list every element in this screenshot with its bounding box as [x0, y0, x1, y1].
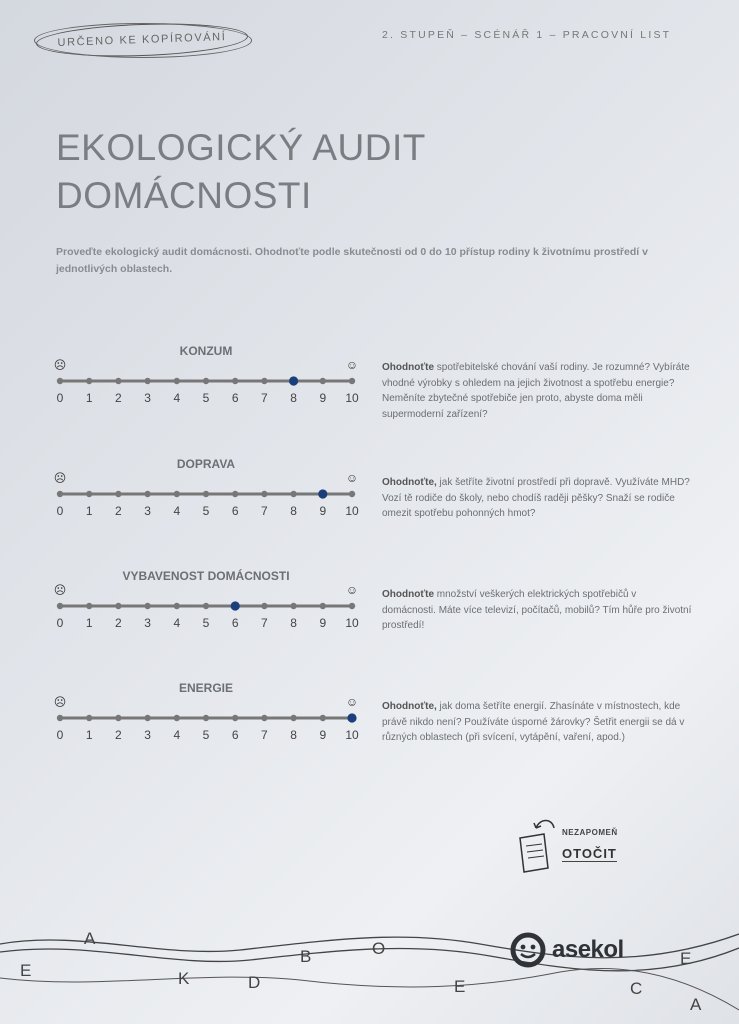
rating-scale	[0, 457, 370, 547]
scale-tick	[203, 491, 209, 497]
wave-letter: O	[372, 939, 386, 958]
copy-badge	[36, 20, 249, 59]
scale-tick	[115, 603, 121, 609]
description-lead: Ohodnoťte,	[382, 477, 437, 488]
rating-marker	[347, 713, 356, 722]
scale-label: 0	[56, 616, 64, 630]
description-text: spotřebitelské chování vaší rodiny. Je rozumné? Vybíráte vhodné výrobky s ohledem na jejich životnost a spotřebu energie? Neměníte zbytečné spotřebiče jen proto, abyste doma měli supermoderní zařízení?	[382, 362, 690, 420]
scale-tick	[203, 378, 209, 384]
scale-label: 10	[345, 391, 359, 405]
happy-face-icon: ☺	[345, 471, 359, 485]
title-line-2: DOMÁCNOSTI	[56, 175, 312, 216]
description-text: jak doma šetříte energií. Zhasínáte v místnostech, kde právě nikdo není? Používáte úsporné žárovky? Šetřit energii se dá v různých oblastech (při svícení, vytápění, vaření, apod.)	[382, 701, 685, 743]
wave-letter: E	[454, 977, 466, 996]
section-title: ENERGIE	[178, 681, 233, 695]
rating-marker	[231, 601, 240, 610]
scale-tick	[86, 603, 92, 609]
scale-label: 5	[202, 616, 210, 630]
scale-tick	[86, 715, 92, 721]
description-text: jak šetříte životní prostředí při dopravě. Využíváte MHD? Vozí tě rodiče do školy, nebo chodíš raději pěšky? Snaží se rodiče omezit spotřebu pohonných hmot?	[382, 477, 690, 519]
section-description	[382, 360, 692, 422]
scale-tick	[57, 491, 63, 497]
description-lead: Ohodnoťte	[382, 362, 435, 373]
scale-label: 7	[261, 616, 268, 630]
scale-tick	[320, 378, 326, 384]
scale-tick	[203, 603, 209, 609]
section-description	[382, 699, 692, 746]
sad-face-icon: ☹	[53, 695, 67, 709]
happy-face-icon: ☺	[345, 358, 359, 372]
rating-marker	[318, 489, 327, 498]
rating-scale	[0, 344, 370, 434]
scale-tick	[86, 378, 92, 384]
scale-label: 8	[290, 616, 297, 630]
scale-label: 10	[345, 504, 359, 518]
wave-letter: K	[178, 969, 190, 988]
reminder-top-text: NEZAPOMEŇ	[562, 828, 618, 837]
scale-tick	[174, 378, 180, 384]
scale-tick	[320, 715, 326, 721]
intro-text: Proveďte ekologický audit domácnosti. Ohodnoťte podle skutečnosti od 0 do 10 přístup rodiny k životnímu prostředí v jednotlivých oblastech.	[56, 246, 648, 275]
title-line-1: EKOLOGICKÝ AUDIT	[56, 127, 426, 168]
scale-label: 7	[261, 728, 268, 742]
scale-label: 9	[319, 728, 327, 742]
asekol-logo-icon	[510, 932, 546, 968]
wave-letter: C	[630, 979, 643, 998]
scale-label: 3	[144, 504, 151, 518]
scale-label: 9	[319, 391, 327, 405]
scale-tick	[261, 603, 267, 609]
scale-label: 5	[202, 504, 210, 518]
copy-badge-label: URČENO KE KOPÍROVÁNÍ	[57, 31, 227, 49]
scale-label: 7	[261, 391, 268, 405]
section-description	[382, 587, 692, 634]
scale-label: 8	[290, 728, 297, 742]
wave-letter: E	[680, 949, 692, 968]
sad-face-icon: ☹	[53, 358, 67, 372]
scale-label: 2	[115, 391, 122, 405]
wave-letter: A	[84, 929, 96, 948]
scale-tick	[115, 491, 121, 497]
wave-letter: D	[248, 973, 261, 992]
scale-label: 1	[85, 504, 93, 518]
scale-tick	[261, 715, 267, 721]
turn-over-reminder	[514, 814, 634, 878]
scale-label: 6	[231, 616, 239, 630]
scale-tick	[86, 491, 92, 497]
wave-letter: A	[690, 995, 702, 1014]
scale-label: 4	[173, 616, 181, 630]
scale-label: 9	[319, 616, 327, 630]
scale-label: 8	[290, 391, 297, 405]
scale-tick	[144, 603, 150, 609]
scale-label: 0	[56, 728, 64, 742]
asekol-logo	[510, 932, 624, 968]
scale-label: 10	[345, 728, 359, 742]
scale-tick	[203, 715, 209, 721]
section-energie	[0, 681, 739, 771]
scale-tick	[115, 378, 121, 384]
section-title: DOPRAVA	[176, 457, 236, 471]
scale-label: 6	[231, 391, 239, 405]
decorative-waves	[0, 900, 739, 1024]
scale-tick	[144, 715, 150, 721]
scale-label: 2	[115, 728, 122, 742]
scale-tick	[174, 715, 180, 721]
description-lead: Ohodnoťte,	[382, 701, 437, 712]
section-konzum	[0, 344, 739, 434]
scale-label: 9	[319, 504, 327, 518]
scale-label: 1	[85, 391, 93, 405]
scale-tick	[232, 378, 238, 384]
rating-marker	[289, 376, 298, 385]
scale-tick	[115, 715, 121, 721]
wave-letter: E	[20, 961, 32, 980]
scale-label: 10	[345, 616, 359, 630]
scale-tick	[174, 603, 180, 609]
scale-tick	[349, 603, 355, 609]
scale-tick	[57, 378, 63, 384]
wave-letter: B	[300, 947, 312, 966]
scale-tick	[232, 715, 238, 721]
scale-tick	[57, 715, 63, 721]
description-lead: Ohodnoťte	[382, 589, 435, 600]
scale-tick	[349, 378, 355, 384]
scale-tick	[290, 491, 296, 497]
scale-tick	[144, 378, 150, 384]
scale-label: 6	[231, 504, 239, 518]
scale-label: 3	[144, 616, 151, 630]
scale-label: 0	[56, 391, 64, 405]
scale-label: 5	[202, 728, 210, 742]
scale-label: 2	[115, 504, 122, 518]
scale-tick	[57, 603, 63, 609]
scale-label: 4	[173, 728, 181, 742]
scale-label: 5	[202, 391, 210, 405]
turn-page-icon	[514, 814, 560, 878]
scale-label: 0	[56, 504, 64, 518]
scale-label: 1	[85, 616, 93, 630]
rating-scale	[0, 569, 370, 659]
scale-label: 3	[144, 391, 151, 405]
scale-tick	[261, 378, 267, 384]
scale-tick	[174, 491, 180, 497]
sad-face-icon: ☹	[53, 471, 67, 485]
scale-tick	[349, 491, 355, 497]
scale-label: 4	[173, 391, 181, 405]
worksheet-label: 2. STUPEŇ – SCÉNÁŘ 1 – PRACOVNÍ LIST	[382, 29, 672, 41]
scale-label: 1	[85, 728, 93, 742]
scale-label: 4	[173, 504, 181, 518]
scale-tick	[261, 491, 267, 497]
section-description	[382, 475, 692, 522]
scale-tick	[144, 491, 150, 497]
happy-face-icon: ☺	[345, 583, 359, 597]
scale-tick	[290, 715, 296, 721]
asekol-logo-name: asekol	[552, 936, 624, 963]
rating-scale	[0, 681, 370, 771]
scale-label: 6	[231, 728, 239, 742]
scale-tick	[232, 491, 238, 497]
scale-label: 2	[115, 616, 122, 630]
scale-tick	[290, 603, 296, 609]
page-title	[56, 124, 476, 220]
description-text: množství veškerých elektrických spotřebičů v domácnosti. Máte více televizí, počítačů, mobilů? Tím hůře pro životní prostředí!	[382, 589, 692, 631]
sad-face-icon: ☹	[53, 583, 67, 597]
section-title: VYBAVENOST DOMÁCNOSTI	[122, 569, 290, 583]
scale-label: 8	[290, 504, 297, 518]
scale-label: 7	[261, 504, 268, 518]
reminder-main-text: OTOČIT	[562, 846, 617, 861]
happy-face-icon: ☺	[345, 695, 359, 709]
section-title: KONZUM	[179, 344, 233, 358]
scale-label: 3	[144, 728, 151, 742]
section-doprava	[0, 457, 739, 547]
scale-tick	[320, 603, 326, 609]
section-vybavenost	[0, 569, 739, 659]
